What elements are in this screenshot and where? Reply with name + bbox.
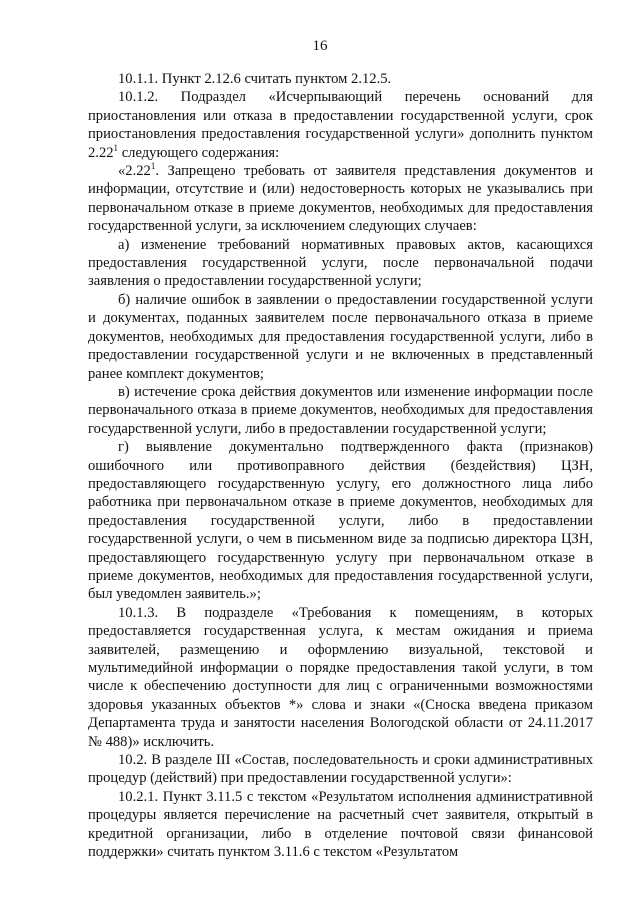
paragraph: 10.2. В разделе III «Состав, последовательность и сроки административных процедур (действий) при предоставлении государственной услуги»: [88, 752, 593, 787]
paragraph: г) выявление документально подтвержденного факта (признаков) ошибочного или противоправного действия (бездействия) ЦЗН, предоставляющего государственную услугу, его должностного лица либо работника при первоначальном отказе в приеме документов, необходимых для предоставления государственной услуги, либо в предоставлении государственной услуги, о чем в письменном виде за подписью директора ЦЗН, предоставляющего государственную услугу при первоначальном отказе в приеме документов, необходимых для предоставления государственной услуги, был уведомлен заявитель.»; [88, 439, 593, 603]
document-body [88, 70, 593, 861]
paragraph: «2.22$^1$. Запрещено требовать от заявителя представления документов и информации, отсутствие и (или) недостоверность которых не указывались при первоначальном отказе в приеме документов, необходимых для предоставления государственной услуги, за исключением следующих случаев: [88, 161, 593, 235]
superscript: 1 [113, 142, 119, 153]
paragraph: 10.1.2. Подраздел «Исчерпывающий перечень оснований для приостановления или отказа в предоставлении государственной услуги, срок приостановления предоставления государственной услуги» дополнить пунктом 2.22$^1$ следующего содержания: [88, 89, 593, 161]
paragraph: 10.1.1. Пункт 2.12.6 считать пунктом 2.12.5. [118, 71, 392, 87]
superscript: 1 [150, 161, 156, 172]
paragraph: в) истечение срока действия документов или изменение информации после первоначального отказа в приеме документов, необходимых для предоставления государственной услуги, либо в предоставлении государственной услуги; [88, 383, 593, 437]
paragraph: а) изменение требований нормативных правовых актов, касающихся предоставления государственной услуги, после первоначальной подачи заявления о предоставлении государственной услуги; [88, 236, 593, 290]
page-number: 16 [312, 38, 328, 54]
paragraph: 10.1.3. В подразделе «Требования к помещениям, в которых предоставляется государственная услуга, к местам ожидания и приема заявителей, размещению и оформлению визуальной, текстовой и мультимедийной информации о порядке предоставления такой услуги, в том числе к обеспечению доступности для лиц с ограниченными возможностями здоровья указанных объектов *» слова и знаки «(Сноска введена приказом Департамента труда и занятости населения Вологодской области от 24.11.2017 № 488)» исключить. [88, 604, 593, 750]
paragraph: б) наличие ошибок в заявлении о предоставлении государственной услуги и документах, поданных заявителем после первоначального отказа в приеме документов, необходимых для предоставления государственной услуги, либо в предоставлении государственной услуги и не включенных в представленный ранее комплект документов; [88, 291, 593, 382]
paragraph: 10.2.1. Пункт 3.11.5 с текстом «Результатом исполнения административной процедуры является перечисление на расчетный счет заявителя, открытый в кредитной организации, либо в отделение почтовой связи финансовой поддержки» считать пунктом 3.11.6 с текстом «Результатом [88, 788, 593, 861]
